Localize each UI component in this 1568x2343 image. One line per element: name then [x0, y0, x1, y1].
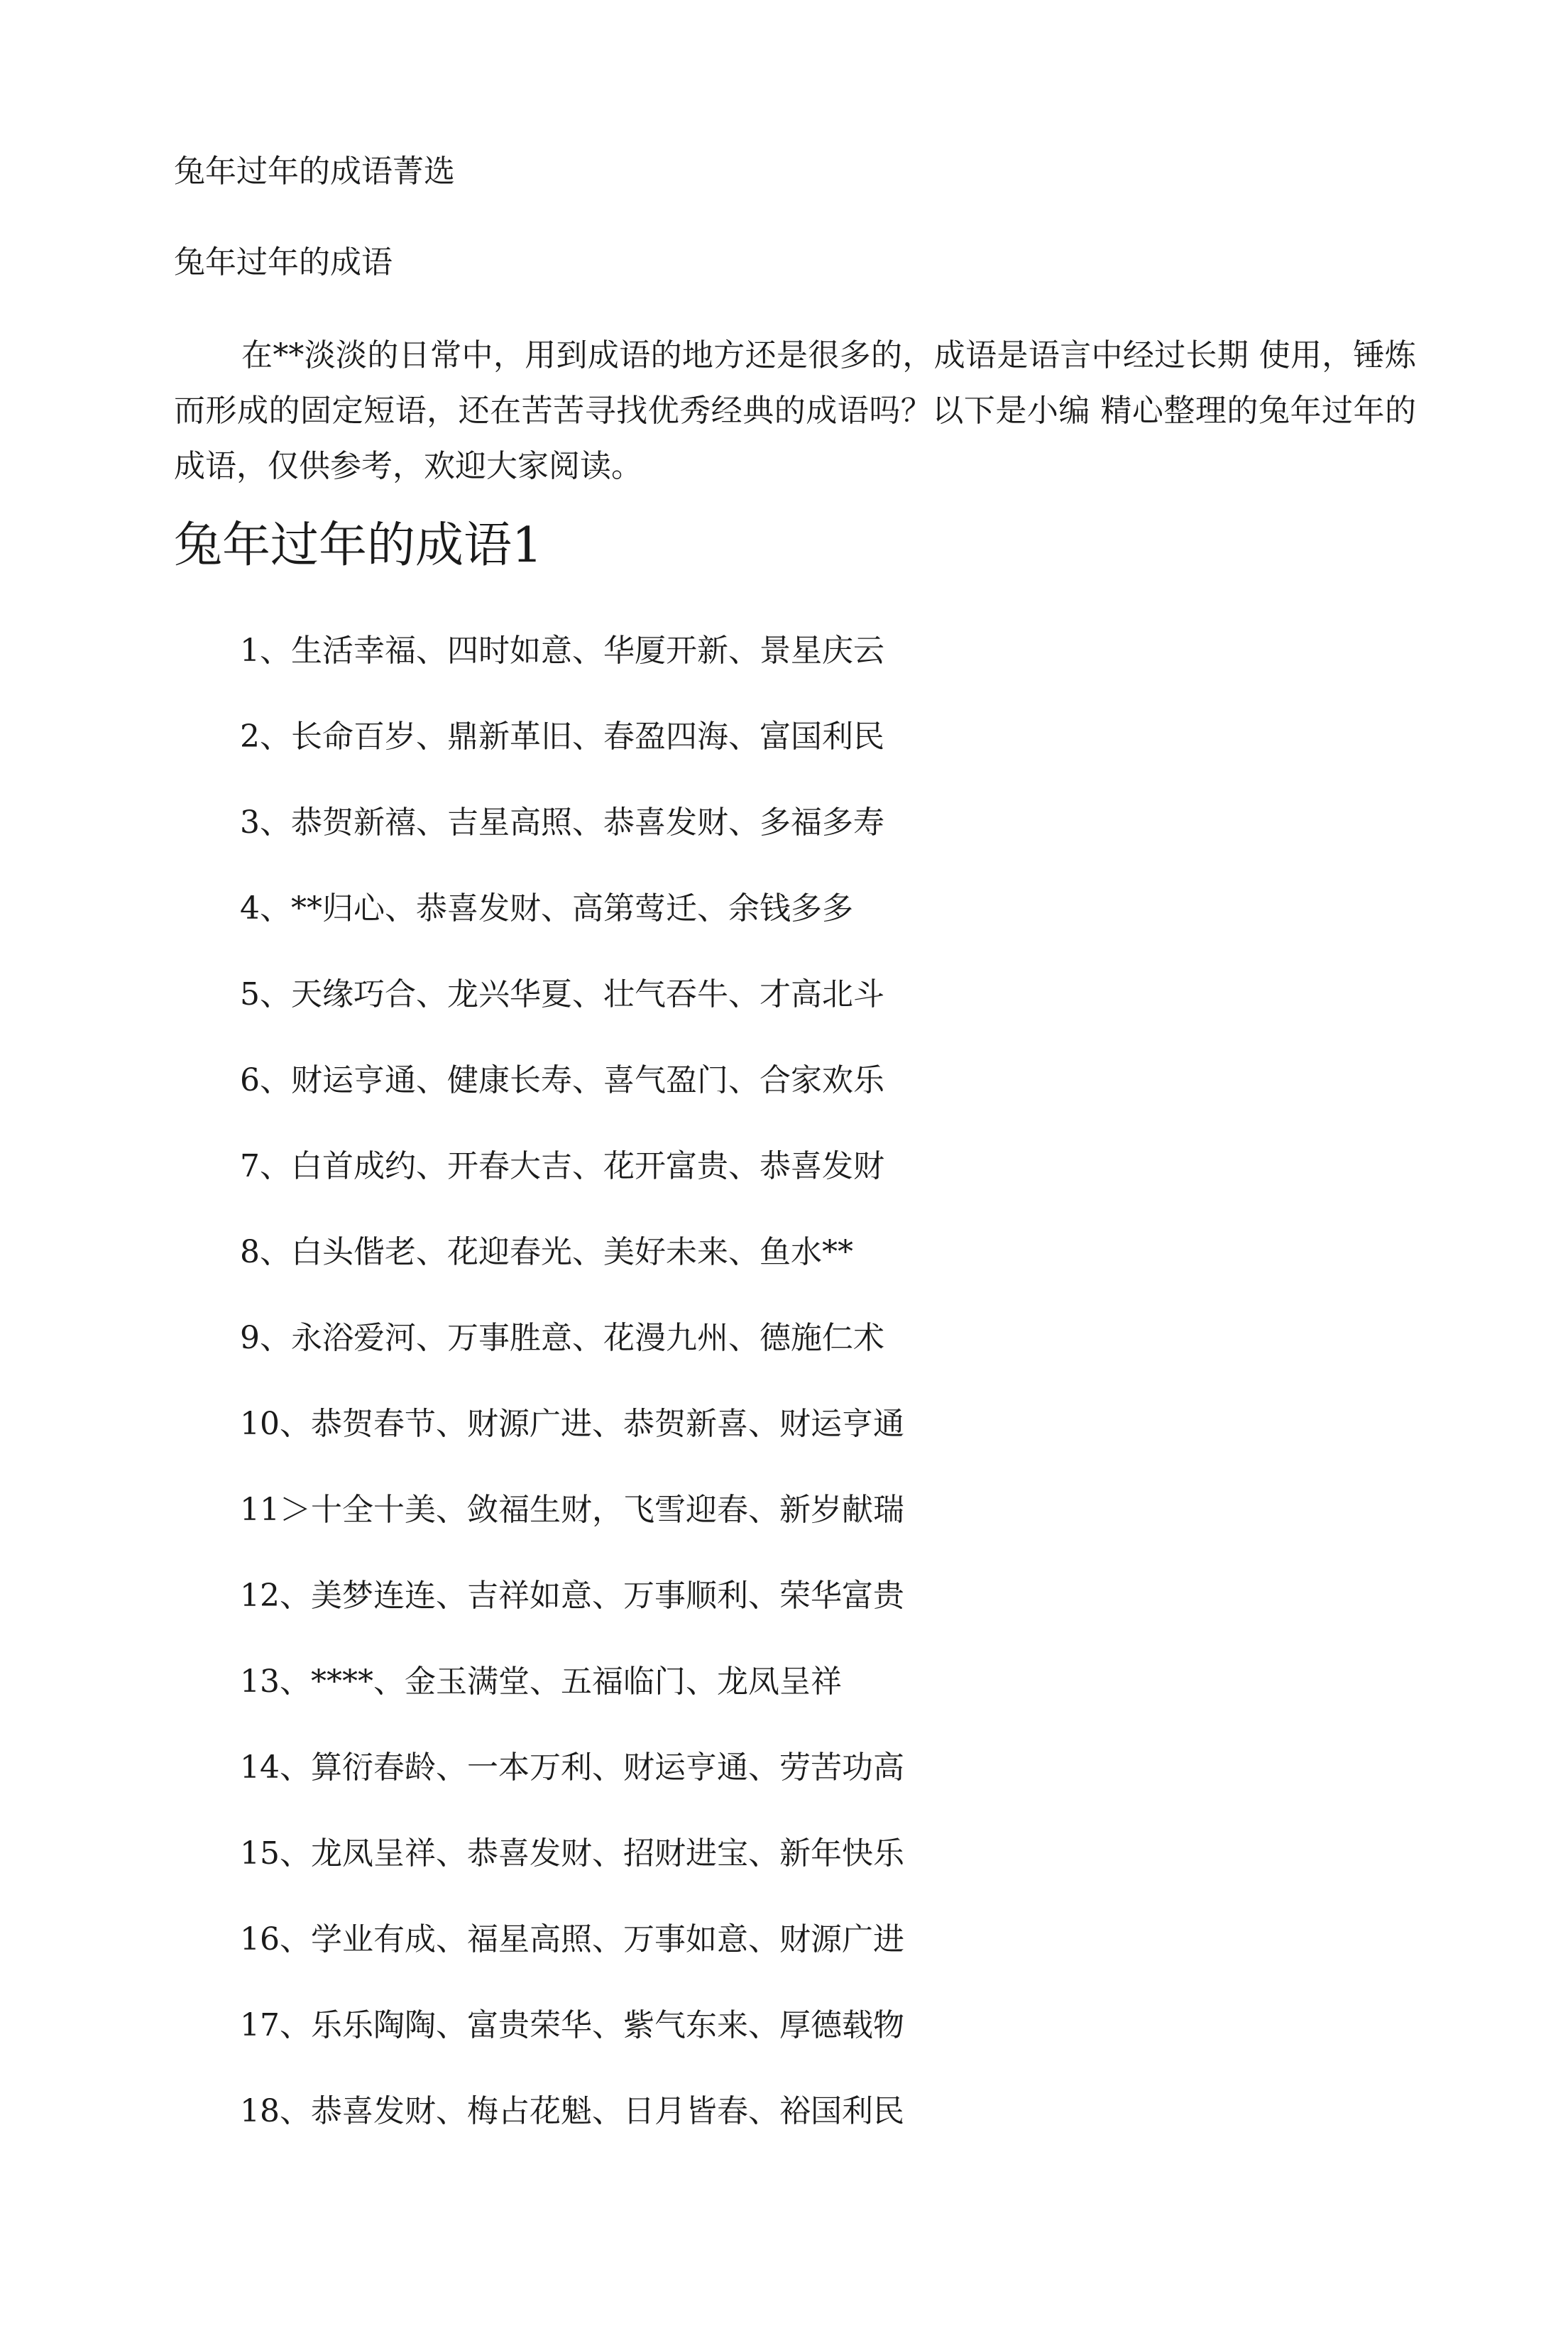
list-item: 10、恭贺春节、财源广进、恭贺新喜、财运亨通 [240, 1406, 904, 1442]
intro-paragraph: 在**淡淡的日常中，用到成语的地方还是很多的，成语是语言中经过长期 使用，锤炼而形成的固定短语，还在苦苦寻找优秀经典的成语吗？以下是小编 精心整理的兔年过年的成语，仅供参考，欢迎大家阅读。 [174, 337, 1416, 484]
list-item: 1、生活幸福、四时如意、华厦开新、景星庆云 [240, 633, 884, 669]
list-item: 15、龙凤呈祥、恭喜发财、招财进宝、新年快乐 [240, 1835, 904, 1872]
list-item: 11＞十全十美、敛福生财，飞雪迎春、新岁献瑞 [240, 1492, 904, 1528]
list-item: 4、**归心、恭喜发财、高第莺迁、余钱多多 [240, 890, 853, 927]
list-item: 6、财运亨通、健康长寿、喜气盈门、合家欢乐 [240, 1062, 884, 1098]
list-item: 18、恭喜发财、梅占花魁、日月皆春、裕国利民 [240, 2093, 904, 2129]
list-item: 7、白首成约、开春大吉、花开富贵、恭喜发财 [240, 1148, 884, 1184]
list-item: 5、天缘巧合、龙兴华夏、壮气吞牛、才高北斗 [240, 976, 884, 1012]
list-item: 2、长命百岁、鼎新革旧、春盈四海、富国利民 [240, 719, 884, 755]
document-title: 兔年过年的成语菁选 [174, 153, 455, 190]
list-item: 17、乐乐陶陶、富贵荣华、紫气东来、厚德载物 [240, 2007, 904, 2043]
list-item: 8、白头偕老、花迎春光、美好未来、鱼水** [240, 1234, 853, 1270]
list-item: 12、美梦连连、吉祥如意、万事顺利、荣华富贵 [240, 1578, 904, 1614]
document-subtitle: 兔年过年的成语 [174, 244, 393, 280]
list-item: 3、恭贺新禧、吉星高照、恭喜发财、多福多寿 [240, 804, 884, 841]
list-item: 13、****、金玉满堂、五福临门、龙凤呈祥 [240, 1664, 842, 1700]
list-item: 16、学业有成、福星高照、万事如意、财源广进 [240, 1921, 904, 1957]
list-item: 9、永浴爱河、万事胜意、花漫九州、德施仁术 [240, 1320, 884, 1356]
list-item: 14、算衍春龄、一本万利、财运亨通、劳苦功高 [240, 1749, 904, 1786]
section-heading: 兔年过年的成语1 [174, 518, 543, 574]
idiom-list [240, 635, 904, 2182]
